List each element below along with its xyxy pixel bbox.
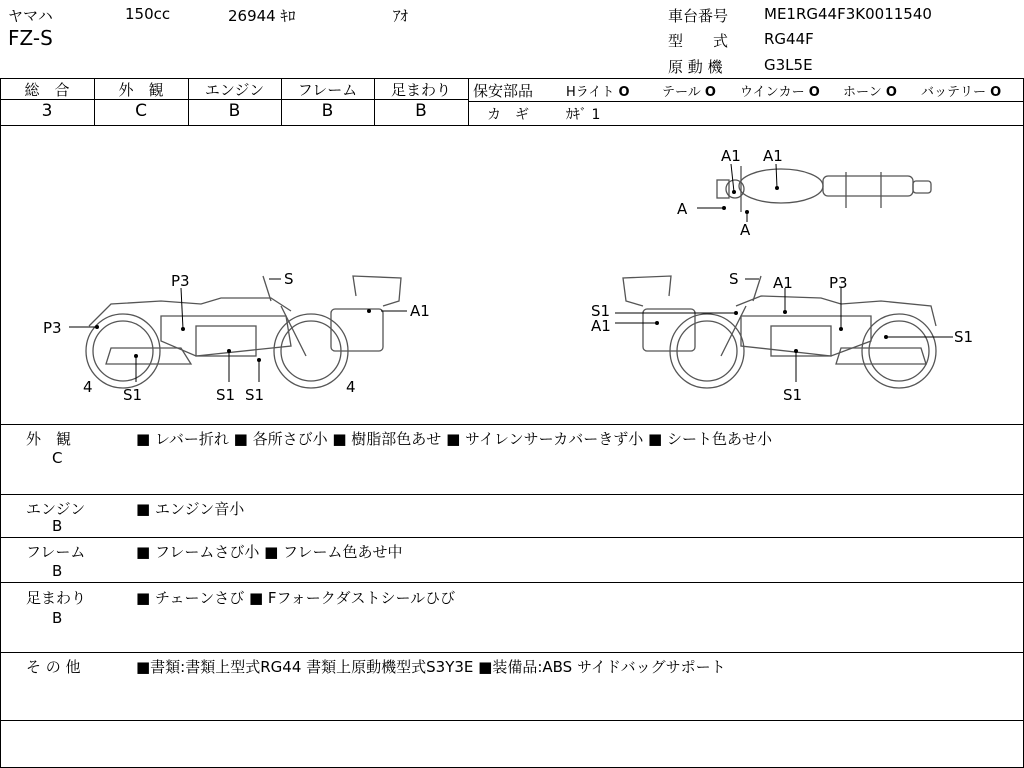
safety-item: ホーン O [843, 85, 897, 100]
safety-item: テール O [662, 85, 716, 100]
safety-item: Hライト O [566, 85, 630, 100]
engine-value: G3L5E [764, 56, 813, 74]
model-name: FZ-S [8, 26, 53, 50]
left-view-bike [86, 276, 401, 388]
section-label-exterior: 外 観 [26, 430, 72, 448]
section-grade-exterior: C [52, 449, 63, 467]
damage-label: S1 [783, 386, 803, 404]
damage-label: A1 [763, 147, 783, 165]
suspension-grade: B [415, 101, 427, 121]
mileage: 26944 ｷﾛ [228, 7, 296, 25]
section-text-other: ■書類:書類上型式RG44 書類上原動機型式S3Y3E ■装備品:ABS サイドバッグサポート [136, 658, 726, 676]
displacement: 150cc [125, 5, 171, 23]
key-value: ｶｷﾞ 1 [566, 107, 601, 123]
section-grade-engine: B [52, 517, 63, 535]
safety-item: バッテリー O [921, 85, 1002, 100]
type-value: RG44F [764, 30, 814, 48]
section-text-exterior: ■ レバー折れ ■ 各所さび小 ■ 樹脂部色あせ ■ サイレンサーカバーきず小 ■ シート色あせ小 [136, 430, 773, 448]
safety-label: 保安部品 [473, 82, 534, 100]
damage-label: S [729, 270, 739, 288]
type-label: 型 式 [668, 32, 729, 50]
damage-label: P3 [43, 319, 62, 337]
damage-label: 4 [83, 378, 93, 396]
damage-label: A [677, 200, 688, 218]
frame-no: ME1RG44F3K0011540 [764, 5, 932, 23]
right-view-bike [623, 276, 936, 388]
suspension-grade-label: 足まわり [390, 81, 451, 99]
overall-grade: 3 [41, 101, 53, 121]
exterior-grade: C [135, 101, 147, 121]
frame-grade-label: フレーム [297, 81, 358, 99]
damage-label: P3 [829, 274, 848, 292]
damage-label: S1 [123, 386, 143, 404]
damage-label: A1 [721, 147, 741, 165]
section-label-other: そ の 他 [26, 658, 81, 676]
exterior-label: 外 観 [118, 81, 164, 99]
damage-label: A1 [773, 274, 793, 292]
overall-label: 総 合 [24, 81, 70, 99]
section-grade-suspension: B [52, 609, 63, 627]
key-label: カ ギ [487, 107, 529, 123]
damage-diagram [0, 125, 1024, 425]
damage-label: 4 [346, 378, 356, 396]
section-label-frame: フレーム [26, 543, 86, 561]
safety-item: ウインカー O [740, 85, 820, 100]
damage-label: P3 [171, 272, 190, 290]
damage-label: S1 [591, 302, 611, 320]
section-text-engine: ■ エンジン音小 [136, 500, 245, 518]
section-label-suspension: 足まわり [26, 589, 87, 607]
maker: ヤマハ [8, 7, 53, 25]
body-color: ｱｵ [393, 7, 409, 25]
damage-label: S [284, 270, 294, 288]
damage-label: S1 [954, 328, 974, 346]
damage-label: S1 [245, 386, 265, 404]
top-view-bike [717, 166, 931, 212]
damage-label: A1 [410, 302, 430, 320]
section-grade-frame: B [52, 562, 63, 580]
section-text-frame: ■ フレームさび小 ■ フレーム色あせ中 [136, 543, 403, 561]
damage-label: S1 [216, 386, 236, 404]
damage-label: A [740, 221, 751, 239]
engine-label: 原 動 機 [668, 58, 723, 76]
engine-grade: B [228, 101, 241, 121]
engine-grade-label: エンジン [204, 81, 265, 99]
frame-grade: B [321, 101, 334, 121]
damage-label: A1 [591, 317, 611, 335]
section-label-engine: エンジン [26, 500, 86, 518]
frame-no-label: 車台番号 [668, 7, 729, 25]
section-text-suspension: ■ チェーンさび ■ Fフォークダストシールひび [136, 589, 456, 607]
